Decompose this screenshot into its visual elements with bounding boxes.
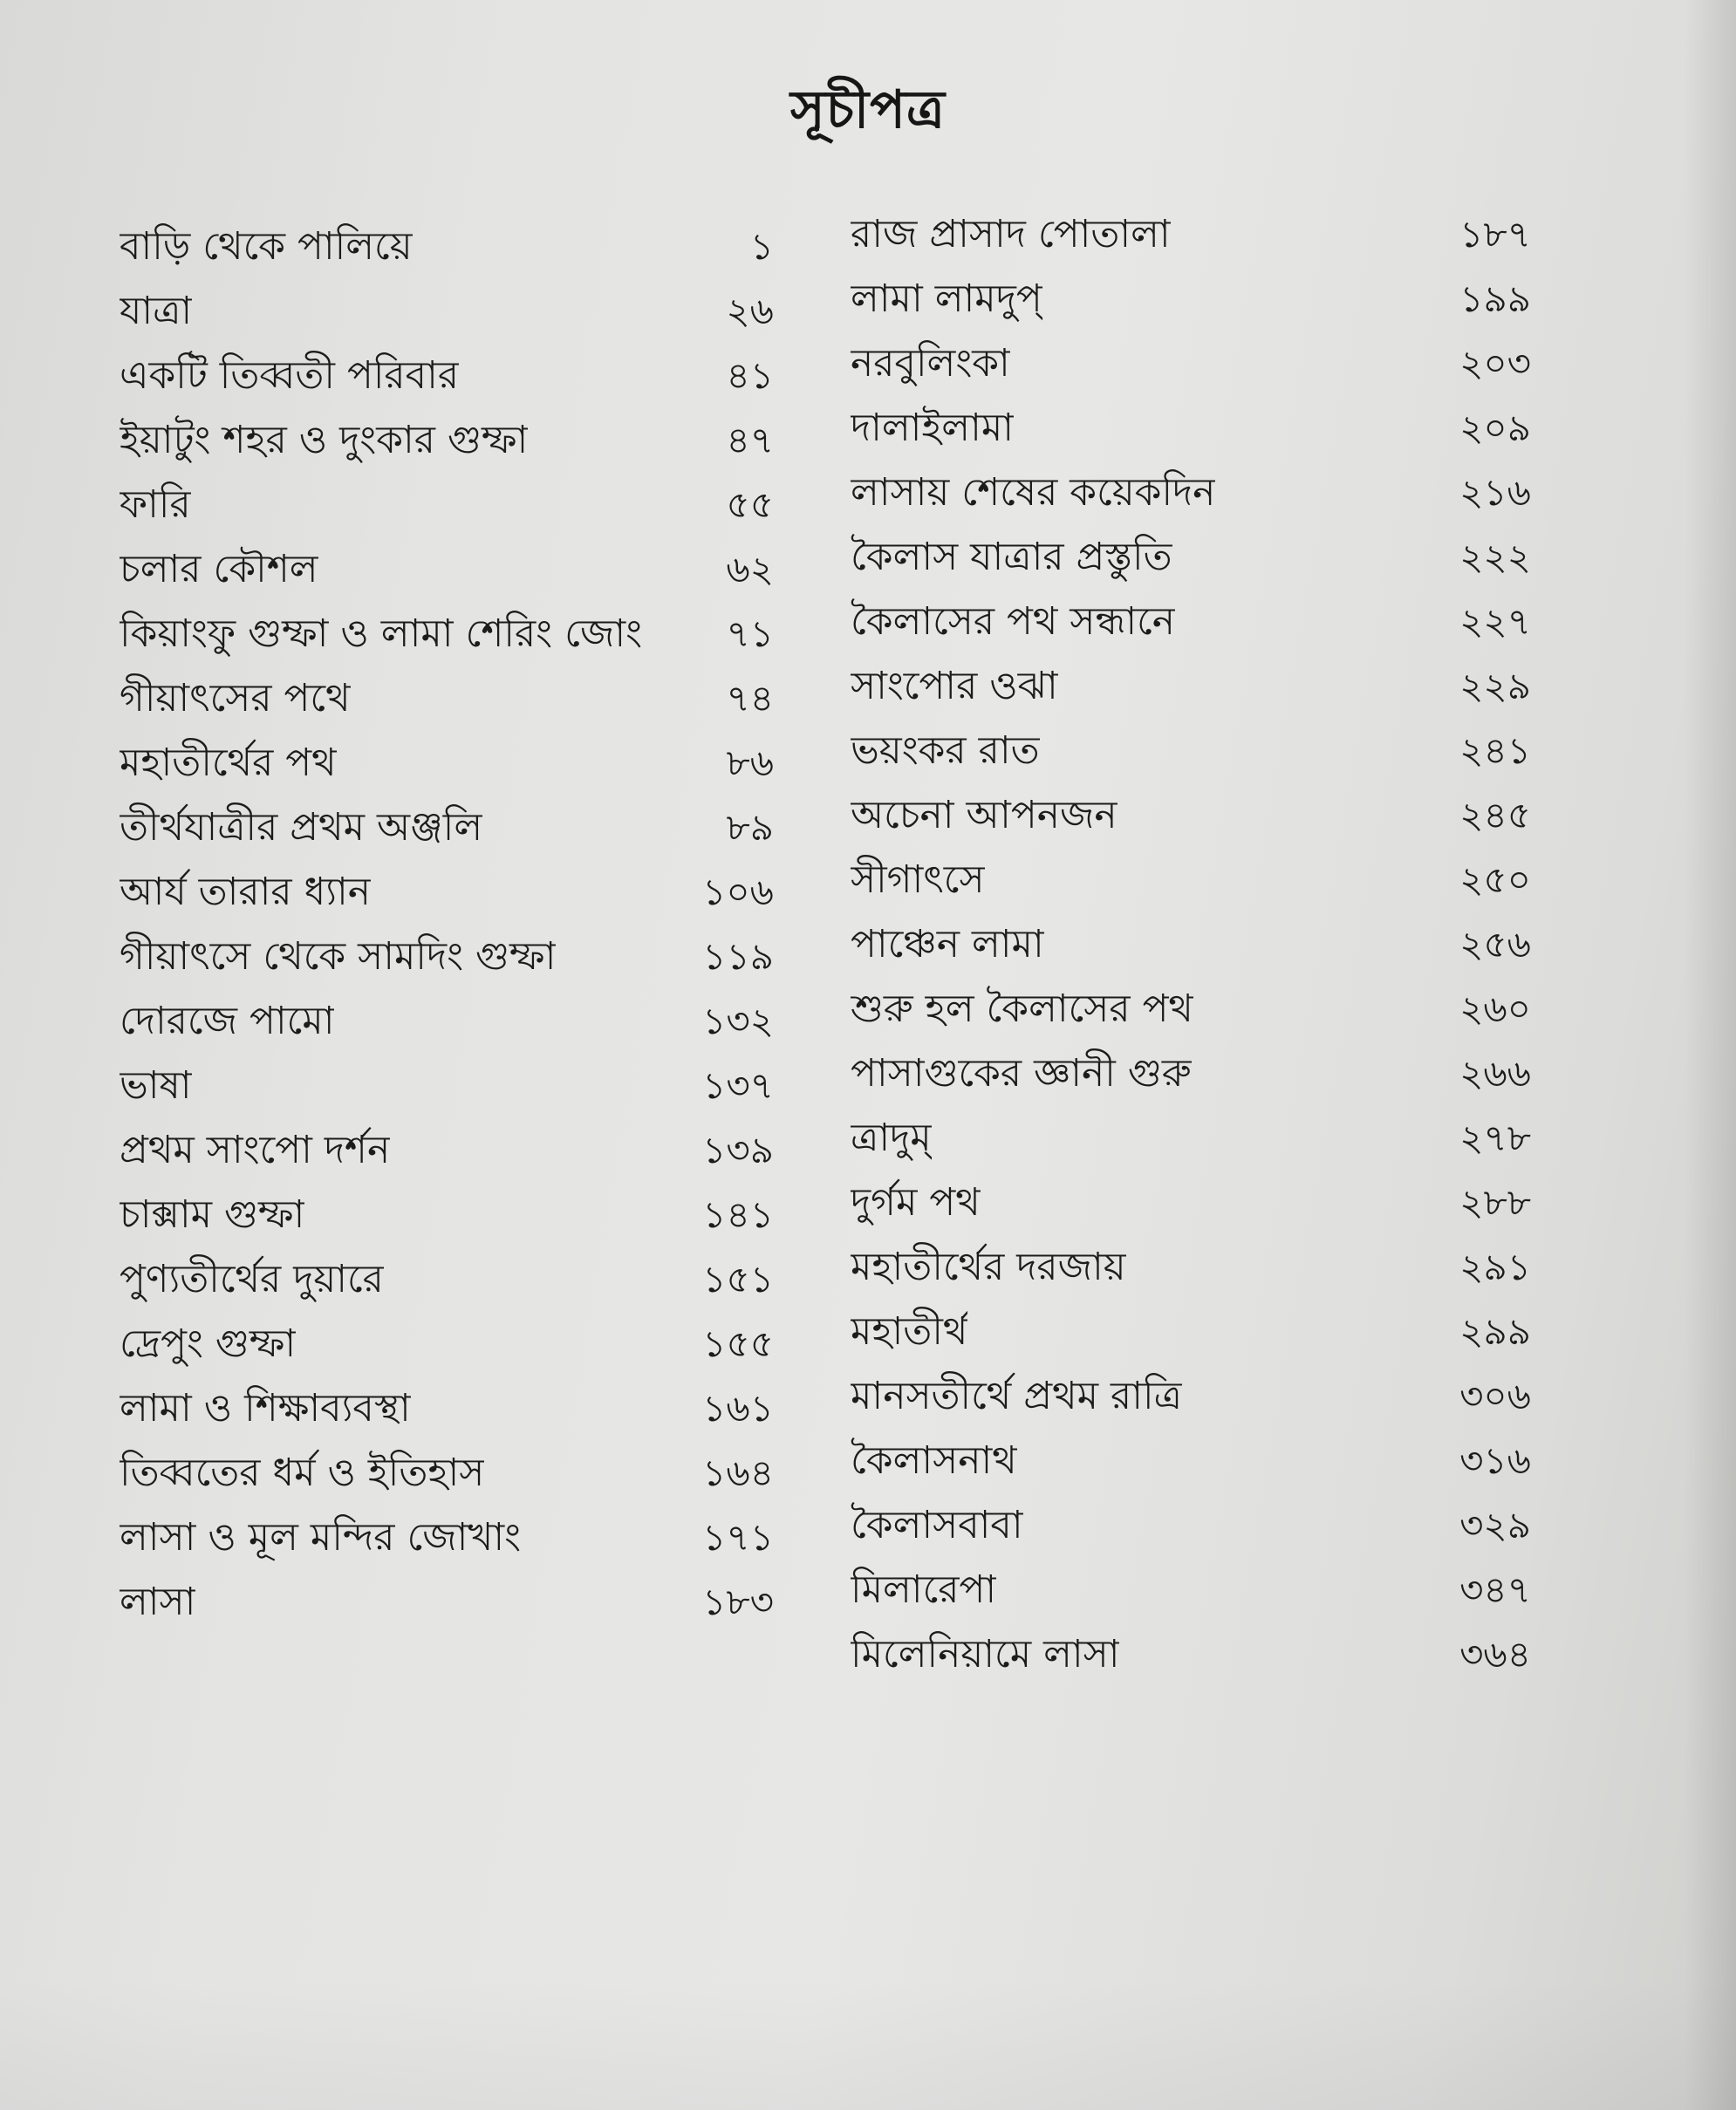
toc-entry bbox=[120, 925, 774, 989]
chapter-page-number: ২৭৮ bbox=[1459, 1116, 1531, 1159]
chapter-title: নরবুলিংকা bbox=[851, 341, 1010, 386]
chapter-page-number: ৪৭ bbox=[726, 419, 774, 461]
toc-entry bbox=[120, 860, 774, 925]
chapter-page-number: ২৫৬ bbox=[1459, 923, 1531, 966]
toc-entry bbox=[851, 202, 1531, 267]
chapter-page-number: ১৭১ bbox=[702, 1516, 774, 1559]
toc-entry bbox=[851, 1106, 1531, 1171]
chapter-page-number: ৭১ bbox=[726, 612, 774, 655]
chapter-title: চলার কৌশল bbox=[120, 547, 318, 591]
chapter-page-number: ২২৭ bbox=[1459, 600, 1531, 643]
chapter-title: লামা লামদুপ্ bbox=[851, 277, 1042, 321]
chapter-page-number: ২০৩ bbox=[1459, 342, 1531, 385]
chapter-title: কৈলাস যাত্রার প্রস্তুতি bbox=[851, 535, 1172, 579]
chapter-page-number: ৭৪ bbox=[726, 677, 774, 720]
toc-entry bbox=[120, 1118, 774, 1183]
chapter-page-number: ৩৪৭ bbox=[1459, 1568, 1531, 1611]
chapter-page-number: ২৯৯ bbox=[1459, 1310, 1531, 1353]
chapter-title: মহাতীর্থের দরজায় bbox=[851, 1245, 1126, 1289]
chapter-page-number: ১০৬ bbox=[702, 871, 774, 913]
chapter-title: সীগাৎসে bbox=[851, 857, 985, 902]
toc-entry bbox=[120, 1441, 774, 1506]
toc-entry bbox=[120, 666, 774, 731]
chapter-page-number: ১৩৯ bbox=[702, 1129, 774, 1171]
chapter-title: রাজ প্রাসাদ পোতালা bbox=[851, 212, 1171, 256]
chapter-title: পাসাগুকের জ্ঞানী গুরু bbox=[851, 1051, 1192, 1096]
chapter-title: যাত্রা bbox=[120, 289, 193, 333]
toc-entry bbox=[851, 1235, 1531, 1300]
toc-entry bbox=[120, 602, 774, 666]
toc-entry bbox=[851, 1493, 1531, 1558]
chapter-title: দোরজে পামো bbox=[120, 999, 335, 1043]
chapter-page-number: ৮৯ bbox=[726, 806, 774, 849]
toc-entry bbox=[851, 848, 1531, 912]
toc-entry bbox=[120, 344, 774, 408]
page-title: সূচীপত্র bbox=[790, 79, 946, 140]
toc-entry bbox=[851, 1364, 1531, 1429]
toc-entry bbox=[120, 1506, 774, 1570]
chapter-page-number: ২০৯ bbox=[1459, 406, 1531, 449]
chapter-title: একটি তিব্বতী পরিবার bbox=[120, 353, 460, 398]
chapter-title: ভয়ংকর রাত bbox=[851, 728, 1040, 773]
chapter-title: সাংপোর ওঝা bbox=[851, 664, 1058, 708]
toc-entry bbox=[120, 1376, 774, 1441]
toc-entry bbox=[120, 1183, 774, 1247]
toc-entry bbox=[120, 1054, 774, 1118]
toc-entry bbox=[851, 1171, 1531, 1235]
chapter-page-number: ৩৬৪ bbox=[1459, 1633, 1531, 1676]
chapter-page-number: ২৬৬ bbox=[1459, 1052, 1531, 1095]
chapter-title: পুণ্যতীর্থের দুয়ারে bbox=[120, 1257, 384, 1301]
chapter-page-number: ২২৯ bbox=[1459, 665, 1531, 707]
chapter-title: অচেনা আপনজন bbox=[851, 793, 1117, 837]
chapter-page-number: ১৬৪ bbox=[702, 1451, 774, 1494]
chapter-title: প্রথম সাংপো দর্শন bbox=[120, 1128, 391, 1172]
toc-entry bbox=[851, 525, 1531, 590]
toc-entry bbox=[851, 719, 1531, 783]
chapter-page-number: ১৪১ bbox=[702, 1193, 774, 1236]
chapter-page-number: ৫৫ bbox=[726, 483, 774, 526]
chapter-page-number: ১ bbox=[749, 225, 774, 268]
toc-entry bbox=[851, 783, 1531, 848]
chapter-page-number: ১১৯ bbox=[702, 935, 774, 978]
toc-entry bbox=[851, 1429, 1531, 1493]
chapter-page-number: ২৬০ bbox=[1459, 987, 1531, 1030]
chapter-title: মানসতীর্থে প্রথম রাত্রি bbox=[851, 1374, 1182, 1418]
chapter-title: মহাতীর্থ bbox=[851, 1309, 968, 1354]
chapter-title: লামা ও শিক্ষাব্যবস্থা bbox=[120, 1386, 411, 1431]
chapter-page-number: ৬২ bbox=[726, 548, 774, 591]
toc-entry bbox=[120, 1247, 774, 1312]
page-spine-shadow bbox=[1684, 0, 1736, 2110]
toc-entry bbox=[851, 396, 1531, 461]
toc-entry bbox=[120, 1570, 774, 1635]
chapter-title: ত্রাদুম্ bbox=[851, 1116, 932, 1160]
toc-right-column bbox=[851, 202, 1531, 1687]
toc-entry bbox=[851, 1558, 1531, 1622]
chapter-title: কিয়াংফু গুম্ফা ও লামা শেরিং জোং bbox=[120, 611, 643, 656]
chapter-page-number: ৩২৯ bbox=[1459, 1504, 1531, 1547]
chapter-title: দ্রেপুং গুম্ফা bbox=[120, 1321, 297, 1366]
chapter-title: কৈলাসের পথ সন্ধানে bbox=[851, 599, 1176, 644]
chapter-title: গীয়াৎসের পথে bbox=[120, 676, 351, 720]
toc-entry bbox=[120, 989, 774, 1054]
toc-entry bbox=[851, 1622, 1531, 1687]
toc-entry bbox=[851, 977, 1531, 1041]
chapter-title: ভাষা bbox=[120, 1063, 192, 1108]
chapter-page-number: ২৬ bbox=[726, 290, 774, 332]
chapter-page-number: ১৩৭ bbox=[702, 1064, 774, 1107]
chapter-page-number: ১৫১ bbox=[702, 1258, 774, 1301]
chapter-title: মিলেনিয়ামে লাসা bbox=[851, 1632, 1120, 1676]
chapter-page-number: ১৬১ bbox=[702, 1387, 774, 1430]
chapter-title: বাড়ি থেকে পালিয়ে bbox=[120, 224, 413, 269]
chapter-page-number: ১৫৫ bbox=[702, 1322, 774, 1365]
chapter-title: ইয়াটুং শহর ও দুংকার গুম্ফা bbox=[120, 418, 529, 462]
toc-entry bbox=[120, 537, 774, 602]
toc-entry bbox=[120, 215, 774, 279]
chapter-page-number: ৪১ bbox=[726, 354, 774, 397]
page-bottom-margin bbox=[0, 1980, 1736, 2110]
chapter-page-number: ৩০৬ bbox=[1459, 1375, 1531, 1417]
toc-entry bbox=[851, 331, 1531, 396]
chapter-title: ফারি bbox=[120, 482, 191, 527]
chapter-title: লাসায় শেষের কয়েকদিন bbox=[851, 470, 1216, 515]
chapter-page-number: ২১৬ bbox=[1459, 471, 1531, 514]
toc-entry bbox=[851, 654, 1531, 719]
chapter-page-number: ৮৬ bbox=[726, 741, 774, 784]
chapter-page-number: ২৮৮ bbox=[1459, 1181, 1531, 1224]
toc-entry bbox=[851, 1300, 1531, 1364]
chapter-title: পাঞ্চেন লামা bbox=[851, 922, 1044, 966]
chapter-page-number: ২৪৫ bbox=[1459, 794, 1531, 836]
toc-entry bbox=[120, 731, 774, 796]
chapter-page-number: ২২২ bbox=[1459, 536, 1531, 578]
chapter-title: লাসা ও মূল মন্দির জোখাং bbox=[120, 1515, 522, 1560]
chapter-page-number: ১৩২ bbox=[702, 1000, 774, 1042]
chapter-title: আর্য তারার ধ্যান bbox=[120, 870, 372, 914]
toc-entry bbox=[120, 279, 774, 344]
chapter-title: দুর্গম পথ bbox=[851, 1180, 981, 1225]
chapter-page-number: ১৯৯ bbox=[1459, 277, 1531, 320]
chapter-title: তিব্বতের ধর্ম ও ইতিহাস bbox=[120, 1451, 485, 1495]
toc-entry bbox=[851, 267, 1531, 331]
toc-entry bbox=[120, 408, 774, 473]
chapter-title: শুরু হল কৈলাসের পথ bbox=[851, 987, 1193, 1031]
toc-entry bbox=[851, 590, 1531, 654]
toc-entry bbox=[120, 1312, 774, 1376]
toc-entry bbox=[120, 473, 774, 537]
chapter-page-number: ২৪১ bbox=[1459, 729, 1531, 772]
toc-entry bbox=[851, 912, 1531, 977]
chapter-page-number: ২৫০ bbox=[1459, 858, 1531, 901]
chapter-title: তীর্থযাত্রীর প্রথম অঞ্জলি bbox=[120, 805, 483, 850]
chapter-title: মিলারেপা bbox=[851, 1567, 997, 1612]
chapter-title: চাক্সাম গুম্ফা bbox=[120, 1192, 305, 1237]
chapter-title: কৈলাসনাথ bbox=[851, 1438, 1017, 1483]
toc-entry bbox=[851, 1041, 1531, 1106]
toc-entry bbox=[851, 461, 1531, 525]
toc-left-column bbox=[120, 215, 774, 1635]
chapter-title: লাসা bbox=[120, 1580, 196, 1624]
chapter-page-number: ২৯১ bbox=[1459, 1246, 1531, 1288]
toc-entry bbox=[120, 796, 774, 860]
chapter-page-number: ১৮৩ bbox=[702, 1581, 774, 1623]
chapter-title: গীয়াৎসে থেকে সামদিং গুম্ফা bbox=[120, 934, 557, 979]
chapter-title: কৈলাসবাবা bbox=[851, 1503, 1023, 1547]
chapter-page-number: ৩১৬ bbox=[1459, 1439, 1531, 1482]
chapter-title: দালাইলামা bbox=[851, 406, 1015, 450]
chapter-page-number: ১৮৭ bbox=[1459, 213, 1531, 256]
chapter-title: মহাতীর্থের পথ bbox=[120, 741, 337, 785]
